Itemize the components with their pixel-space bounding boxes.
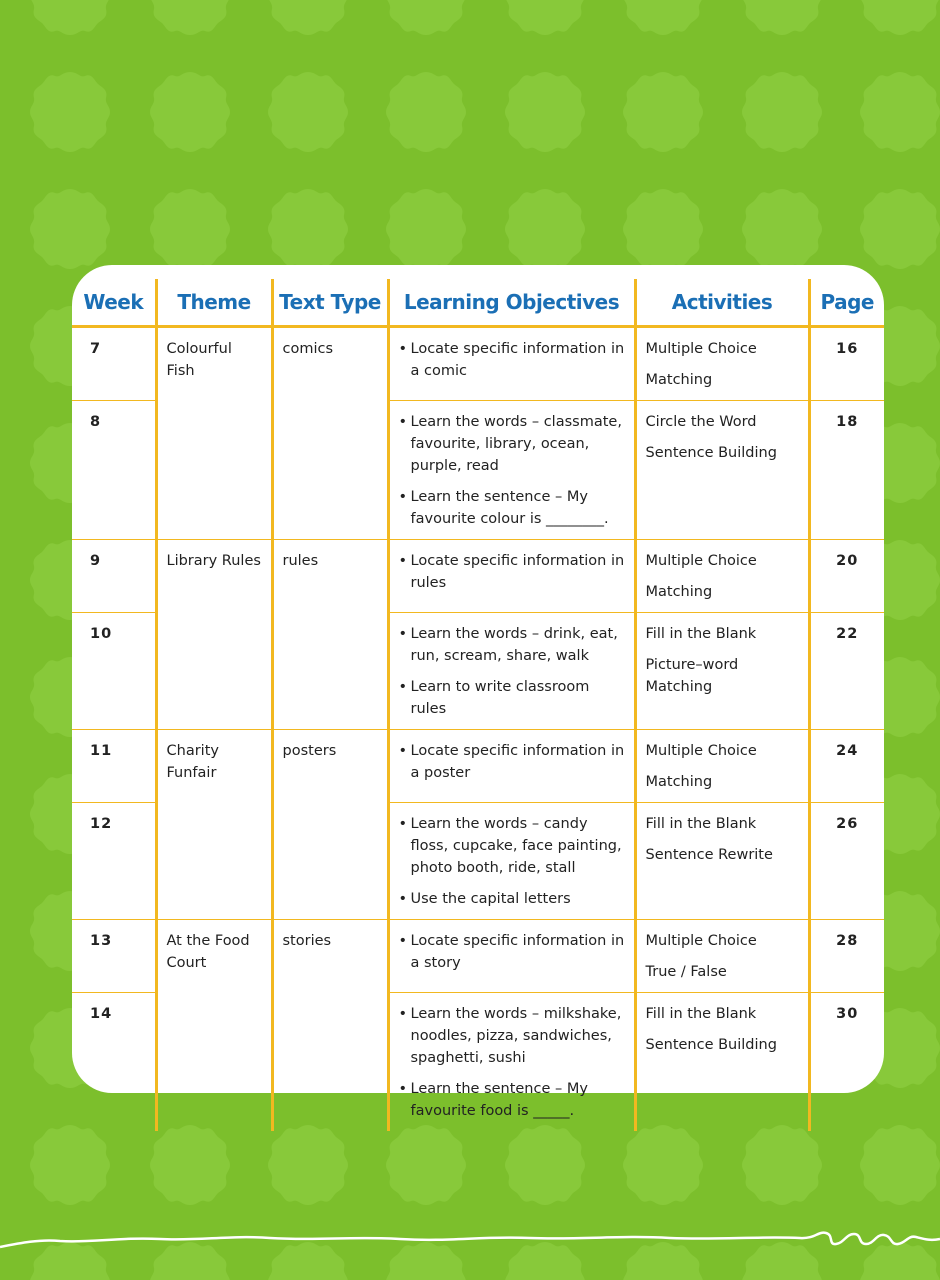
activity-item: Matching bbox=[645, 774, 713, 790]
page-number-cell: 24 bbox=[809, 730, 884, 803]
flower-icon bbox=[505, 72, 585, 152]
table-header-row bbox=[72, 279, 884, 327]
activity-item: Matching bbox=[645, 372, 713, 388]
flower-icon bbox=[150, 189, 230, 269]
page-number-cell: 16 bbox=[809, 327, 884, 401]
table-row bbox=[72, 327, 884, 401]
objective-text: Learn the words – milkshake, noodles, pizza, sandwiches, spaghetti, sushi bbox=[410, 1006, 622, 1066]
activity-item: Picture–word Matching bbox=[645, 657, 739, 695]
activities-cell bbox=[635, 730, 809, 803]
activities-cell bbox=[635, 540, 809, 613]
flower-icon bbox=[505, 0, 585, 35]
objective-text: Learn the sentence – My favourite colour is ________. bbox=[410, 489, 609, 527]
flower-icon bbox=[623, 189, 703, 269]
bullet-icon: • bbox=[398, 679, 408, 695]
flower-icon bbox=[386, 0, 466, 35]
activities-cell bbox=[635, 803, 809, 920]
objective-text: Locate specific information in rules bbox=[410, 553, 625, 591]
bullet-icon: • bbox=[398, 341, 408, 357]
text-type-cell: rules bbox=[272, 540, 388, 730]
activity-item: Sentence Rewrite bbox=[645, 847, 773, 863]
activity-item: Fill in the Blank bbox=[645, 1006, 757, 1022]
activity-item: True / False bbox=[645, 964, 727, 980]
table-row bbox=[72, 540, 884, 613]
objective-item bbox=[399, 740, 626, 784]
activities-cell bbox=[635, 920, 809, 993]
objectives-cell bbox=[388, 993, 635, 1132]
objectives-list bbox=[399, 550, 626, 594]
flower-icon bbox=[268, 72, 348, 152]
schedule-body bbox=[72, 327, 884, 1132]
objective-text: Use the capital letters bbox=[410, 891, 571, 907]
flower-icon bbox=[742, 1125, 822, 1205]
theme-cell: Library Rules bbox=[156, 540, 272, 730]
activity-item: Multiple Choice bbox=[645, 933, 757, 949]
objective-item bbox=[399, 338, 626, 382]
objective-item bbox=[399, 411, 626, 477]
bullet-icon: • bbox=[398, 743, 408, 759]
objectives-list bbox=[399, 623, 626, 720]
activity-item: Circle the Word bbox=[645, 414, 757, 430]
text-type-cell: stories bbox=[272, 920, 388, 1132]
flower-icon bbox=[623, 72, 703, 152]
objectives-list bbox=[399, 1003, 626, 1122]
week-cell: 11 bbox=[72, 730, 156, 803]
page-number-cell: 28 bbox=[809, 920, 884, 993]
objective-text: Learn to write classroom rules bbox=[410, 679, 590, 717]
page-number-cell: 18 bbox=[809, 401, 884, 540]
week-cell: 14 bbox=[72, 993, 156, 1132]
theme-cell: At the Food Court bbox=[156, 920, 272, 1132]
week-cell: 10 bbox=[72, 613, 156, 730]
flower-icon bbox=[742, 72, 822, 152]
flower-icon bbox=[742, 189, 822, 269]
objectives-cell bbox=[388, 803, 635, 920]
page-number-cell: 26 bbox=[809, 803, 884, 920]
objectives-cell bbox=[388, 920, 635, 993]
bullet-icon: • bbox=[398, 1006, 408, 1022]
bullet-icon: • bbox=[398, 626, 408, 642]
activity-item: Multiple Choice bbox=[645, 341, 757, 357]
header-theme: Theme bbox=[156, 279, 272, 327]
objectives-list bbox=[399, 740, 626, 784]
theme-cell: Colourful Fish bbox=[156, 327, 272, 540]
flower-icon bbox=[268, 1125, 348, 1205]
header-learning-objectives: Learning Objectives bbox=[388, 279, 635, 327]
activities-cell bbox=[635, 327, 809, 401]
objective-item bbox=[399, 888, 626, 910]
objective-item bbox=[399, 930, 626, 974]
header-text-type: Text Type bbox=[272, 279, 388, 327]
objectives-cell bbox=[388, 401, 635, 540]
objectives-list bbox=[399, 813, 626, 910]
week-cell: 13 bbox=[72, 920, 156, 993]
bullet-icon: • bbox=[398, 489, 408, 505]
objective-text: Locate specific information in a poster bbox=[410, 743, 625, 781]
bullet-icon: • bbox=[398, 1081, 408, 1097]
header-week: Week bbox=[72, 279, 156, 327]
text-type-cell: comics bbox=[272, 327, 388, 540]
theme-cell: Charity Funfair bbox=[156, 730, 272, 920]
objective-text: Locate specific information in a story bbox=[410, 933, 625, 971]
flower-icon bbox=[386, 189, 466, 269]
activity-item: Multiple Choice bbox=[645, 553, 757, 569]
activities-cell bbox=[635, 993, 809, 1132]
flower-icon bbox=[860, 72, 940, 152]
flower-icon bbox=[623, 1125, 703, 1205]
week-cell: 7 bbox=[72, 327, 156, 401]
objective-item bbox=[399, 550, 626, 594]
bullet-icon: • bbox=[398, 414, 408, 430]
objectives-list bbox=[399, 338, 626, 382]
wavy-line-decoration bbox=[0, 1225, 940, 1265]
activities-cell bbox=[635, 613, 809, 730]
flower-icon bbox=[505, 189, 585, 269]
objectives-list bbox=[399, 930, 626, 974]
page-number-cell: 22 bbox=[809, 613, 884, 730]
week-cell: 12 bbox=[72, 803, 156, 920]
objective-item bbox=[399, 1003, 626, 1069]
flower-icon bbox=[860, 0, 940, 35]
objective-item bbox=[399, 676, 626, 720]
text-type-cell: posters bbox=[272, 730, 388, 920]
objective-text: Learn the words – drink, eat, run, scream, share, walk bbox=[410, 626, 618, 664]
flower-icon bbox=[386, 72, 466, 152]
objectives-cell bbox=[388, 730, 635, 803]
activity-item: Sentence Building bbox=[645, 1037, 777, 1053]
flower-icon bbox=[386, 1125, 466, 1205]
flower-icon bbox=[150, 1125, 230, 1205]
objective-text: Learn the words – candy floss, cupcake, face painting, photo booth, ride, stall bbox=[410, 816, 622, 876]
table-row bbox=[72, 730, 884, 803]
header-page: Page bbox=[809, 279, 884, 327]
objectives-cell bbox=[388, 327, 635, 401]
activities-cell bbox=[635, 401, 809, 540]
objectives-list bbox=[399, 411, 626, 530]
flower-icon bbox=[30, 72, 110, 152]
bullet-icon: • bbox=[398, 816, 408, 832]
page-number-cell: 30 bbox=[809, 993, 884, 1132]
flower-icon bbox=[30, 189, 110, 269]
schedule-table bbox=[72, 279, 884, 1131]
objective-text: Locate specific information in a comic bbox=[410, 341, 625, 379]
objective-text: Learn the words – classmate, favourite, library, ocean, purple, read bbox=[410, 414, 622, 474]
table-row bbox=[72, 920, 884, 993]
flower-icon bbox=[150, 0, 230, 35]
flower-icon bbox=[860, 1125, 940, 1205]
flower-icon bbox=[623, 0, 703, 35]
flower-icon bbox=[30, 0, 110, 35]
schedule-card bbox=[72, 265, 884, 1119]
objective-item bbox=[399, 1078, 626, 1122]
objective-item bbox=[399, 623, 626, 667]
activity-item: Fill in the Blank bbox=[645, 626, 757, 642]
objectives-cell bbox=[388, 540, 635, 613]
week-cell: 9 bbox=[72, 540, 156, 613]
flower-icon bbox=[268, 189, 348, 269]
flower-icon bbox=[860, 189, 940, 269]
bullet-icon: • bbox=[398, 933, 408, 949]
flower-icon bbox=[268, 0, 348, 35]
header-activities: Activities bbox=[635, 279, 809, 327]
bullet-icon: • bbox=[398, 891, 408, 907]
objective-text: Learn the sentence – My favourite food is _____. bbox=[410, 1081, 588, 1119]
flower-icon bbox=[150, 72, 230, 152]
objective-item bbox=[399, 813, 626, 879]
flower-icon bbox=[505, 1125, 585, 1205]
activity-item: Fill in the Blank bbox=[645, 816, 757, 832]
activity-item: Multiple Choice bbox=[645, 743, 757, 759]
activity-item: Matching bbox=[645, 584, 713, 600]
page-number-cell: 20 bbox=[809, 540, 884, 613]
objectives-cell bbox=[388, 613, 635, 730]
flower-icon bbox=[30, 1125, 110, 1205]
activity-item: Sentence Building bbox=[645, 445, 777, 461]
bullet-icon: • bbox=[398, 553, 408, 569]
objective-item bbox=[399, 486, 626, 530]
week-cell: 8 bbox=[72, 401, 156, 540]
flower-icon bbox=[742, 0, 822, 35]
